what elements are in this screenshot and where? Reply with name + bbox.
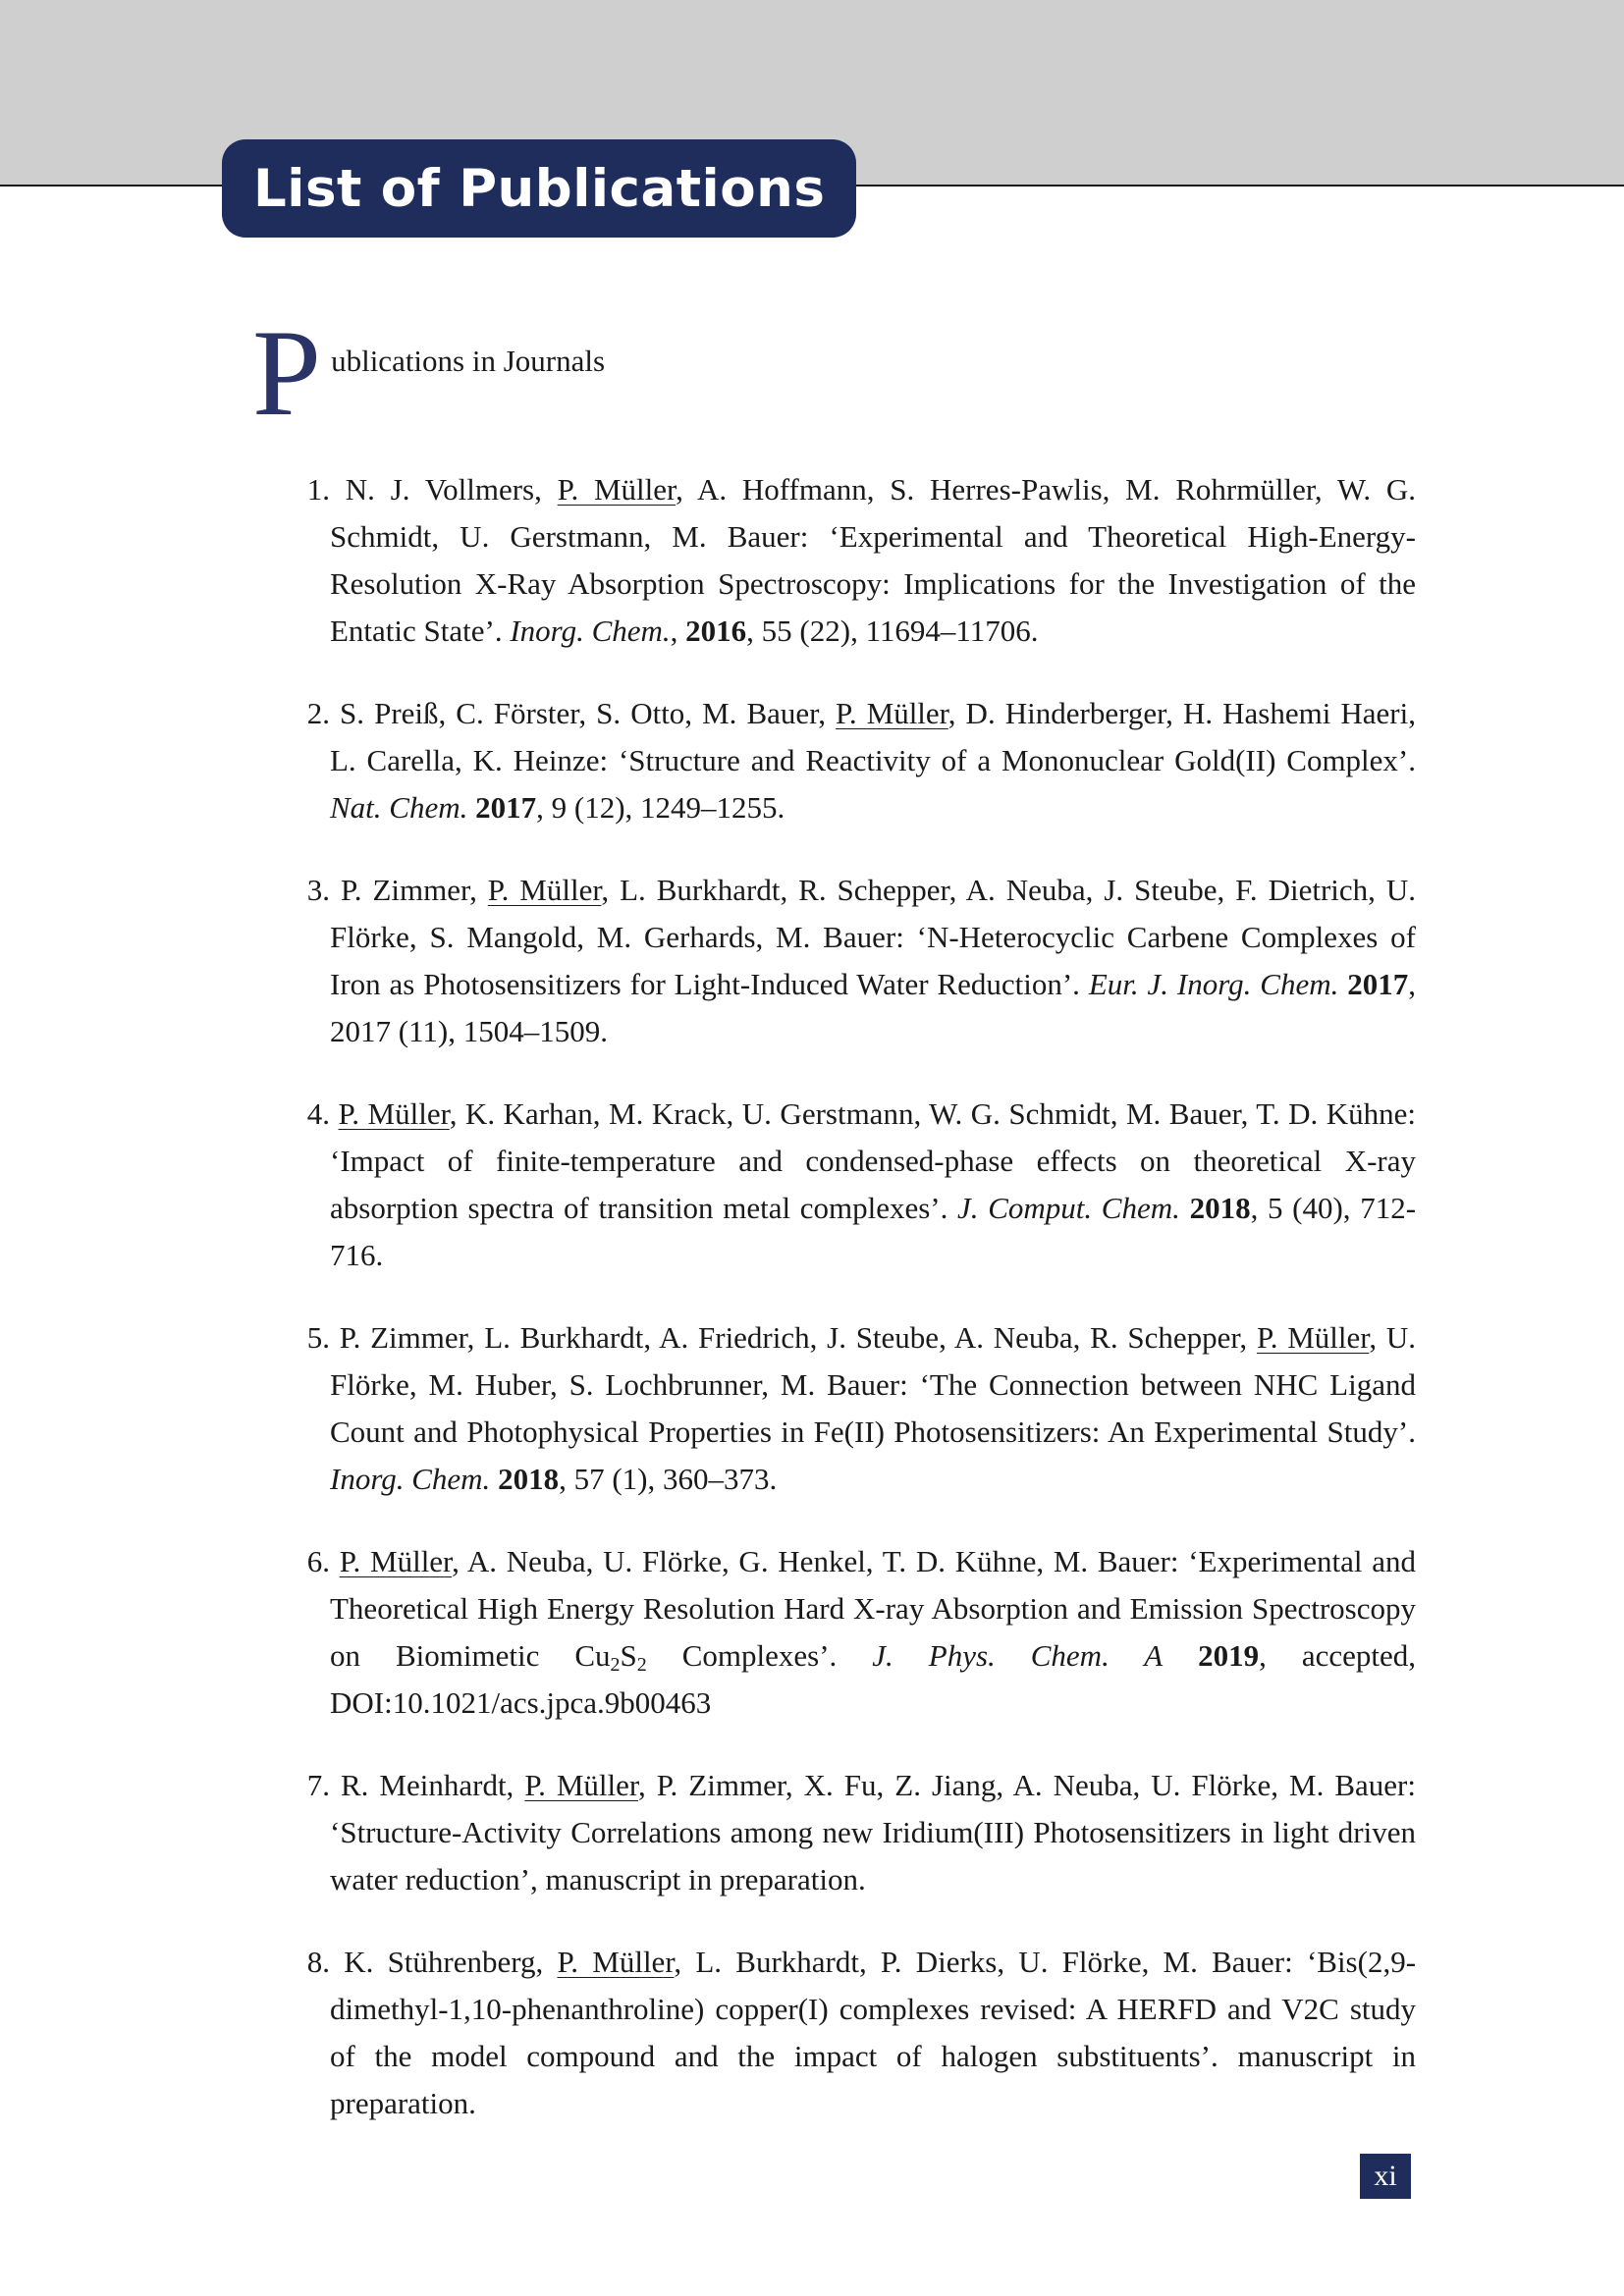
publication-details: , 5 (40), 712-716. — [330, 1191, 1417, 1272]
publication-year: 2016 — [685, 614, 747, 648]
publication-authors: , P. Zimmer, X. Fu, Z. Jiang, A. Neuba, U. Flörke, M. Bauer: — [638, 1768, 1416, 1802]
publication-journal: Nat. Chem. — [330, 790, 468, 825]
publication-citation — [330, 1762, 1416, 1903]
formula-cu-subscript: 2 — [610, 1654, 621, 1676]
formula-s-subscript: 2 — [636, 1654, 647, 1676]
publication-authors: P. Zimmer, — [340, 873, 488, 907]
publication-title: ‘The Connection between NHC Ligand Count and Photophysical Properties in Fe(II) Photosensitizers: An Experimental Study’. — [330, 1367, 1416, 1449]
publication-title: ‘Experimental and Theoretical High Energy Resolution Hard X-ray Absorption and Emission Spectroscopy on Biomimetic — [330, 1544, 1417, 1673]
publication-title: ‘Impact of finite-temperature and condensed-phase effects on theoretical X-ray absorption spectra of transition metal complexes’. — [330, 1144, 1416, 1225]
publication-item — [285, 1314, 1416, 1503]
self-author: P. Müller — [524, 1768, 638, 1802]
publication-details: , 2017 (11), 1504–1509. — [330, 967, 1416, 1048]
publication-separator — [1163, 1638, 1198, 1673]
publication-authors: , A. Hoffmann, S. Herres-Pawlis, M. Rohrmüller, W. G. Schmidt, U. Gerstmann, M. Bauer: — [330, 472, 1416, 554]
publication-journal: Inorg. Chem. — [510, 614, 671, 648]
publication-authors: , A. Neuba, U. Flörke, G. Henkel, T. D. Kühne, M. Bauer: — [452, 1544, 1189, 1578]
self-author: P. Müller — [487, 873, 602, 907]
section-dropcap: P — [252, 305, 322, 442]
publication-authors: R. Meinhardt, — [341, 1768, 525, 1802]
publication-details: , 9 (12), 1249–1255. — [536, 790, 785, 825]
publication-journal: J. Comput. Chem. — [957, 1191, 1180, 1225]
publication-separator: , — [670, 614, 686, 648]
publication-year: 2019 — [1198, 1638, 1260, 1673]
publication-citation — [330, 867, 1416, 1055]
publication-number: 7. — [306, 1768, 330, 1802]
publication-citation — [330, 690, 1416, 831]
publication-authors: K. Stührenberg, — [344, 1945, 558, 1979]
publication-citation — [330, 466, 1416, 655]
publication-item — [285, 867, 1416, 1055]
self-author: P. Müller — [557, 472, 677, 507]
publication-number: 1. — [306, 472, 330, 507]
publication-title: ‘Structure and Reactivity of a Mononuclear Gold(II) Complex’. — [618, 743, 1417, 777]
publication-authors: S. Preiß, C. Förster, S. Otto, M. Bauer, — [340, 696, 837, 730]
publication-citation — [330, 1538, 1416, 1727]
publication-item — [285, 1939, 1416, 2127]
publication-citation — [330, 1939, 1416, 2127]
publication-journal: Inorg. Chem. — [330, 1462, 491, 1496]
section-heading-text: ublications in Journals — [331, 344, 606, 378]
publication-item — [285, 1762, 1416, 1903]
publication-authors: , L. Burkhardt, R. Schepper, A. Neuba, J. Steube, F. Dietrich, U. Flörke, S. Mangold, M. Gerhards, M. Bauer: — [330, 873, 1417, 954]
publication-title: ‘Structure-Activity Correlations among new Iridium(III) Photosensitizers in light driven water reduction’, manuscript in preparation. — [330, 1815, 1416, 1896]
publication-details: , accepted, DOI:10.1021/acs.jpca.9b00463 — [330, 1638, 1417, 1720]
formula-cu: Cu — [574, 1638, 611, 1673]
publication-number: 6. — [306, 1544, 330, 1578]
publication-title: ‘Bis(2,9-dimethyl-1,10-phenanthroline) copper(I) complexes revised: A HERFD and V2C study of the model compound and the impact of halogen substituents’. manuscript in preparation. — [330, 1945, 1417, 2120]
publication-item — [285, 1091, 1416, 1279]
publication-authors: P. Zimmer, L. Burkhardt, A. Friedrich, J. Steube, A. Neuba, R. Schepper, — [339, 1320, 1257, 1355]
publication-number: 4. — [306, 1096, 330, 1131]
self-author: P. Müller — [836, 696, 948, 730]
publication-year: 2018 — [1189, 1191, 1251, 1225]
publication-citation — [330, 1314, 1416, 1503]
publication-item — [285, 466, 1416, 655]
self-author: P. Müller — [1256, 1320, 1370, 1355]
publication-separator — [490, 1462, 498, 1496]
publication-number: 8. — [306, 1945, 330, 1979]
self-author: P. Müller — [339, 1544, 453, 1578]
publication-separator — [1338, 967, 1347, 1001]
publication-number: 2. — [306, 696, 330, 730]
publication-item — [285, 690, 1416, 831]
self-author: P. Müller — [557, 1945, 675, 1979]
publication-authors: N. J. Vollmers, — [345, 472, 558, 507]
publication-number: 3. — [306, 873, 330, 907]
section-heading — [252, 305, 606, 442]
publication-details: , 55 (22), 11694–11706. — [746, 614, 1039, 648]
page-number: xi — [1360, 2154, 1411, 2199]
publication-separator — [1180, 1191, 1190, 1225]
publication-authors: , K. Karhan, M. Krack, U. Gerstmann, W. G. Schmidt, M. Bauer, T. D. Kühne: — [449, 1096, 1417, 1131]
publication-year: 2017 — [1347, 967, 1409, 1001]
publication-authors: , U. Flörke, M. Huber, S. Lochbrunner, M. Bauer: — [330, 1320, 1417, 1402]
publication-authors: , L. Burkhardt, P. Dierks, U. Flörke, M. Bauer: — [674, 1945, 1307, 1979]
publication-journal: J. Phys. Chem. A — [872, 1638, 1164, 1673]
publication-journal: Eur. J. Inorg. Chem. — [1088, 967, 1339, 1001]
formula-s: S — [620, 1638, 637, 1673]
chapter-title: List of Publications — [222, 139, 856, 238]
publication-number: 5. — [306, 1320, 330, 1355]
publication-citation — [330, 1091, 1416, 1279]
publication-item — [285, 1538, 1416, 1727]
publication-list — [285, 466, 1416, 2163]
publication-separator — [467, 790, 475, 825]
publication-title: ‘N-Heterocyclic Carbene Complexes of Iron as Photosensitizers for Light-Induced Water Reduction’. — [330, 920, 1416, 1001]
publication-year: 2017 — [475, 790, 537, 825]
publication-authors: , D. Hinderberger, H. Hashemi Haeri, L. Carella, K. Heinze: — [330, 696, 1416, 777]
publication-year: 2018 — [498, 1462, 560, 1496]
publication-title: Complexes’. — [646, 1638, 838, 1673]
self-author: P. Müller — [338, 1096, 450, 1131]
publication-title: ‘Experimental and Theoretical High-Energy-Resolution X-Ray Absorption Spectroscopy: Implications for the Investigation of the Entatic State’. — [330, 519, 1416, 648]
publication-details: , 57 (1), 360–373. — [559, 1462, 778, 1496]
